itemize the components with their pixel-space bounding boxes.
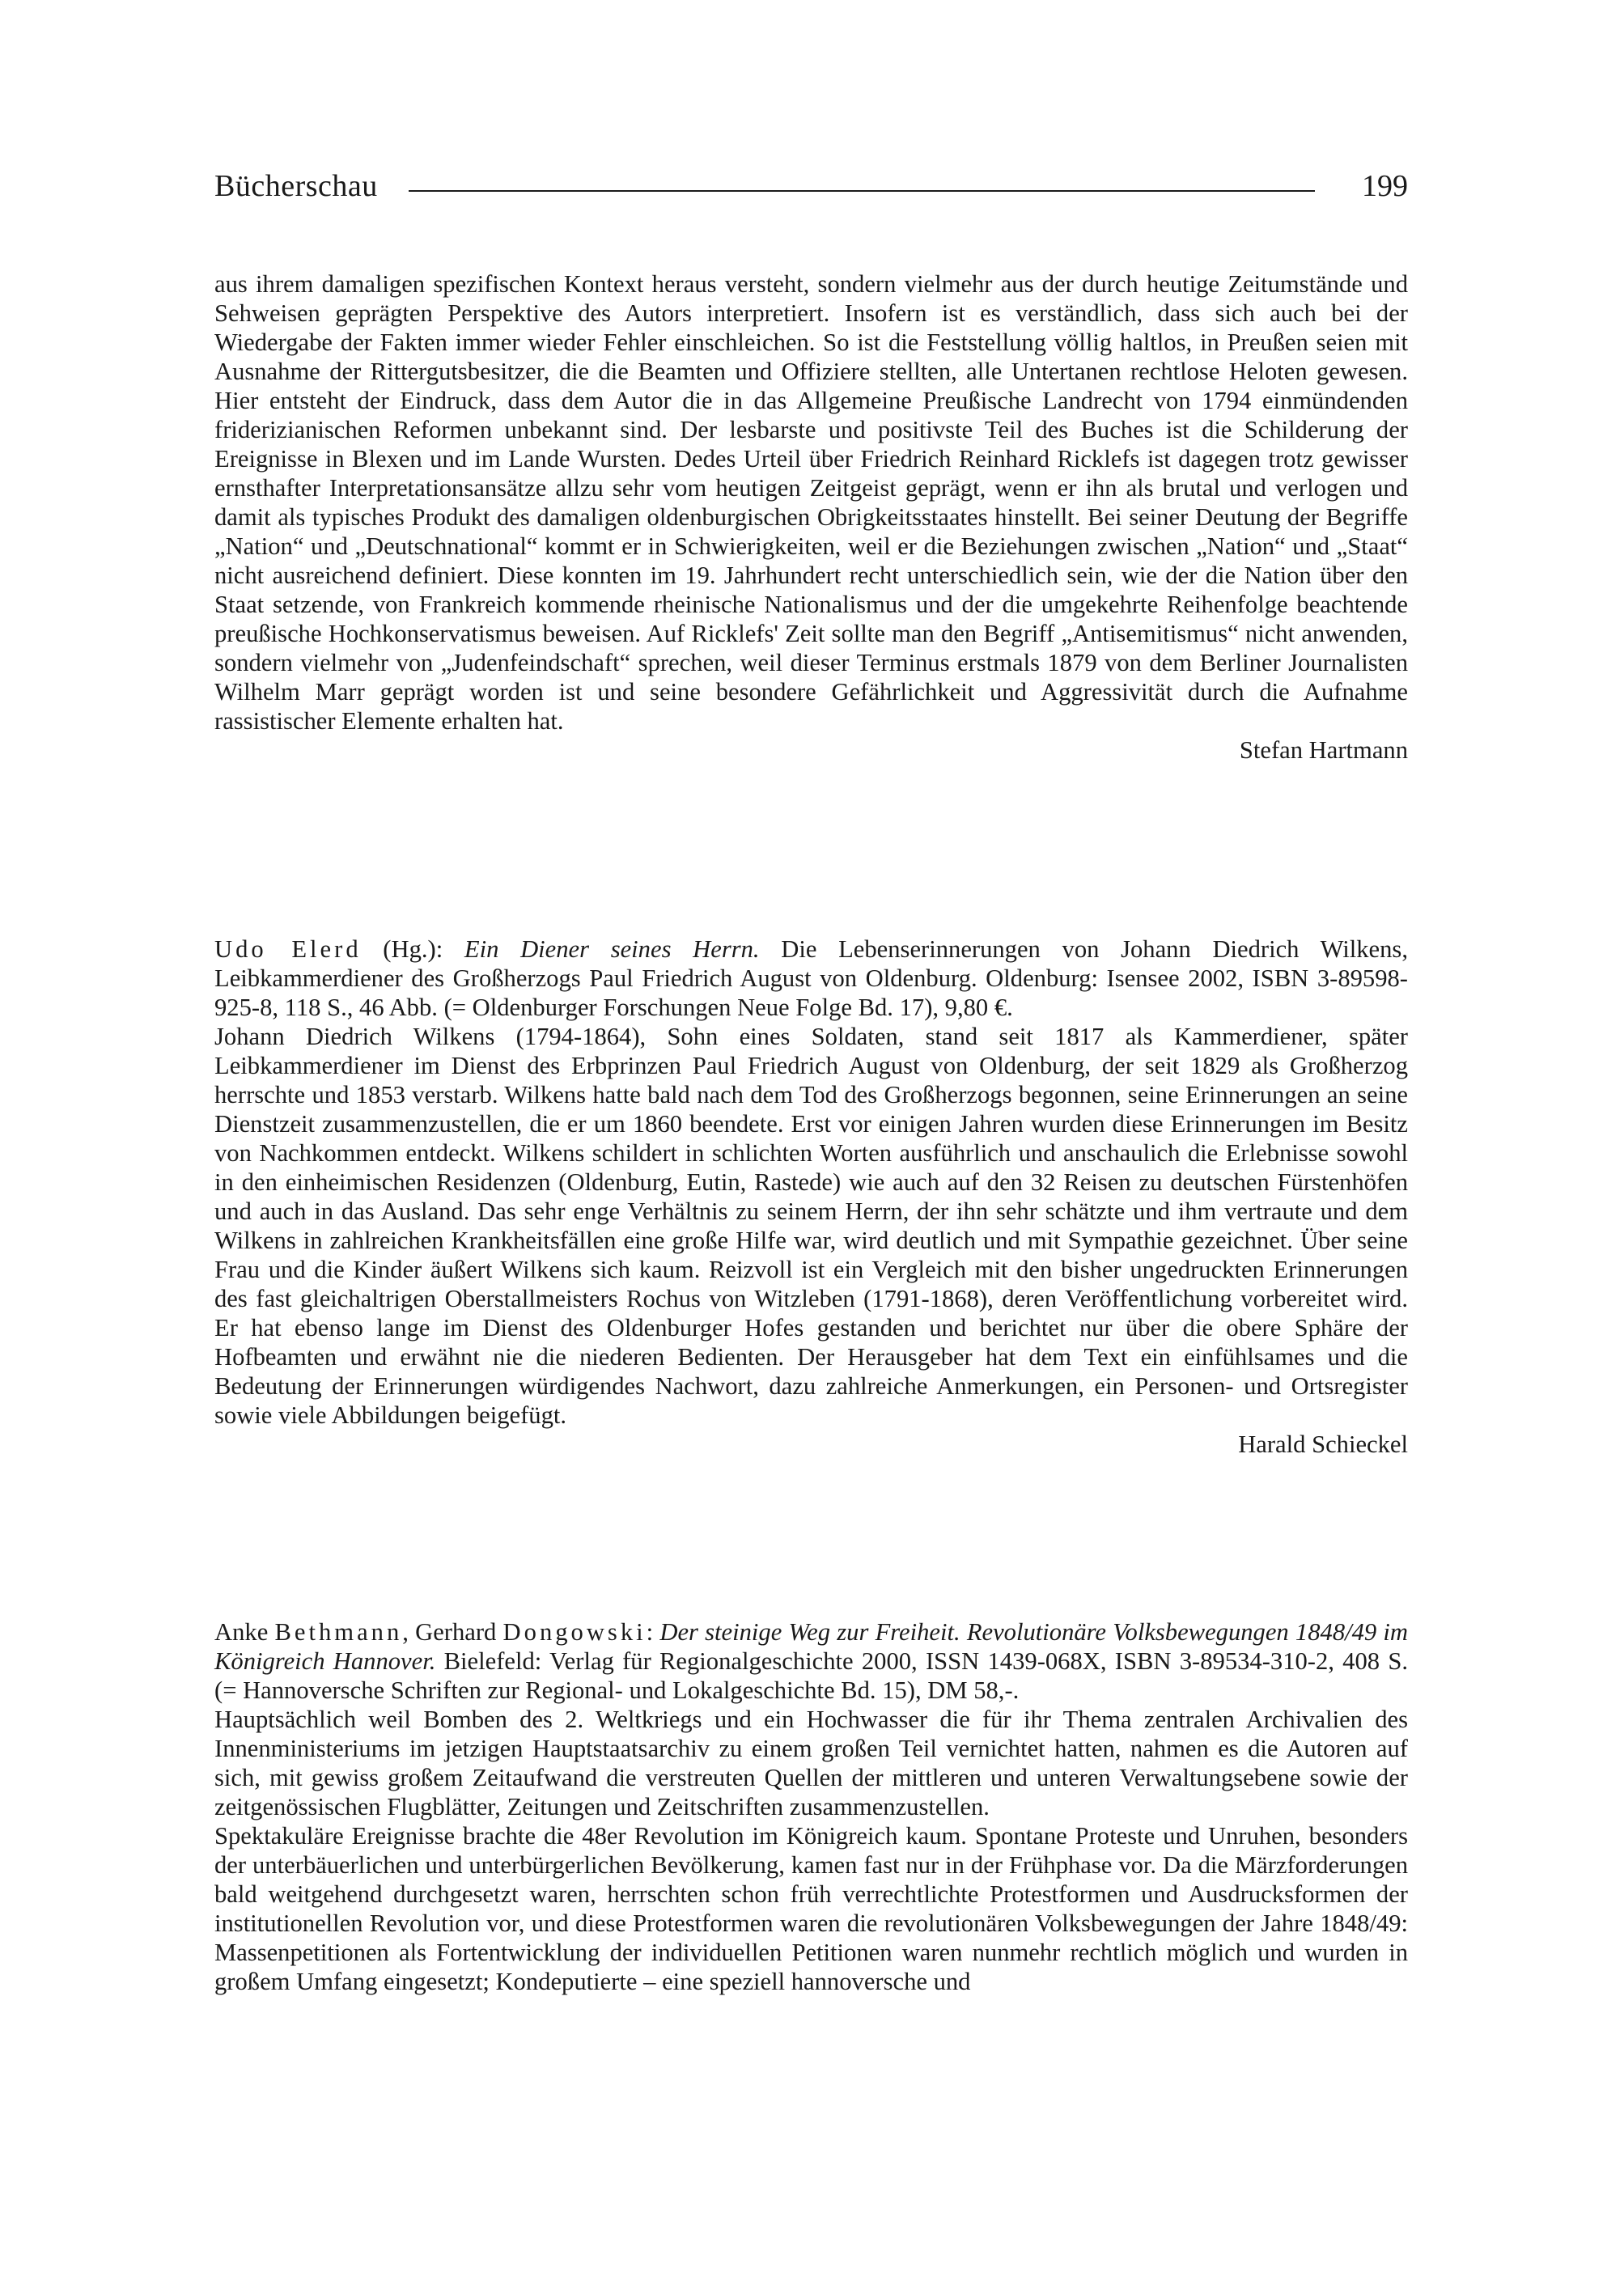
book-author: Udo Elerd — [214, 935, 362, 963]
review-citation — [214, 935, 1408, 1022]
author2-last-name: Dongowski — [502, 1618, 647, 1646]
review-body: Johann Diedrich Wilkens (1794-1864), Sohn eines Soldaten, stand seit 1817 als Kammerdiener, später Leibkammerdiener im Dienst des Erbprinzen Paul Friedrich August von Oldenburg, der seit 1829 als Großherzog herrschte und 1853 verstarb. Wilkens hatte bald nach dem Tod des Großherzogs begonnen, seine Erinnerungen an seine Dienstzeit zusammenzustellen, die er um 1860 beendete. Erst vor einigen Jahren wurden diese Erinnerungen im Besitz von Nachkommen entdeckt. Wilkens schildert in schlichten Worten ausführlich und anschaulich die Erlebnisse sowohl in den einheimischen Residenzen (Oldenburg, Eutin, Rastede) wie auch auf den 32 Reisen zu deutschen Fürstenhöfen und auch in das Ausland. Das sehr enge Verhältnis zu seinem Herrn, der ihn sehr schätzte und ihm vertraute und dem Wilkens in zahlreichen Krankheitsfällen eine große Hilfe war, wird deutlich und mit Sympathie gezeichnet. Über seine Frau und die Kinder äußert Wilkens sich kaum. Reizvoll ist ein Vergleich mit den bisher ungedruckten Erinnerungen des fast gleichaltrigen Oberstallmeisters Rochus von Witzleben (1791-1868), deren Veröffentlichung vorbereitet wird. Er hat ebenso lange im Dienst des Oldenburger Hofes gestanden und berichtet nur über die obere Sphäre der Hofbeamten und erwähnt nie die niederen Bedienten. Der Herausgeber hat dem Text ein einfühlsames und die Bedeutung der Erinnerungen würdigendes Nachwort, dazu zahlreiche Anmerkungen, ein Personen- und Ortsregister sowie viele Abbildungen beigefügt. — [214, 1023, 1408, 1429]
review-body-paragraph-2: Spektakuläre Ereignisse brachte die 48er Revolution im Königreich kaum. Spontane Proteste und Unruhen, besonders der unterbäuerlichen und unterbürgerlichen Bevölkerung, kamen fast nur in der Frühphase vor. Da die Märzforderungen bald weitgehend durchgesetzt waren, herrschten schon früh verrechtlichte Protestformen und Ausdrucksformen der institutionellen Revolution vor, und diese Protestformen waren die revolutionären Volksbewegungen der Jahre 1848/49: Massenpetitionen als Fortentwicklung der individuellen Petitionen waren nunmehr rechtlich möglich und wurden in großem Umfang eingesetzt; Kondeputierte – eine speziell hannoversche und — [214, 1822, 1408, 1995]
running-header — [214, 166, 1408, 214]
header-rule — [409, 190, 1315, 192]
section-title: Bücherschau — [214, 169, 378, 203]
citation-details: Die Lebenserinnerungen von Johann Diedrich Wilkens, Leibkammerdiener des Großherzogs Paul Friedrich August von Oldenburg. Oldenburg: Isensee 2002, ISBN 3-89598-925-8, 118 S., 46 Abb. (= Oldenburger Forschungen Neue Folge Bd. 17), 9,80 €. — [214, 935, 1408, 1021]
book-title: Ein Diener seines Herrn. — [464, 935, 760, 963]
review-body-paragraph-1: Hauptsächlich weil Bomben des 2. Weltkriegs und ein Hochwasser die für ihr Thema zentralen Archivalien des Innenministeriums im jetzigen Hauptstaatsarchiv zu einem großen Teil vernichtet hatten, nahmen es die Autoren auf sich, mit gewiss großem Zeitaufwand die verstreuten Quellen der mittleren und unteren Verwaltungsebene sowie der zeitgenössischen Flugblätter, Zeitungen und Zeitschriften zusammenzustellen. — [214, 1706, 1408, 1820]
reviewer-signature: Stefan Hartmann — [1239, 736, 1408, 764]
review-body: aus ihrem damaligen spezifischen Kontext heraus versteht, sondern vielmehr aus der durch heutige Zeitumstände und Sehweisen geprägten Perspektive des Autors interpretiert. Insofern ist es verständlich, dass sich auch bei der Wiedergabe der Fakten immer wieder Fehler einschleichen. So ist die Feststellung völlig haltlos, in Preußen seien mit Ausnahme der Rittergutsbesitzer, die die Beamten und Offiziere stellten, alle Untertanen rechtlose Heloten gewesen. Hier entsteht der Eindruck, dass dem Autor die in das Allgemeine Preußische Landrecht von 1794 einmündenden friderizianischen Reformen unbekannt sind. Der lesbarste und positivste Teil des Buches ist die Schilderung der Ereignisse in Blexen und im Lande Wursten. Dedes Urteil über Friedrich Reinhard Ricklefs ist dagegen trotz gewisser ernsthafter Interpretationsansätze allzu sehr vom heutigen Zeitgeist geprägt, wenn er ihn als brutal und verlogen und damit als typisches Produkt des damaligen oldenburgischen Obrigkeitsstaates hinstellt. Bei seiner Deutung der Begriffe „Nation“ und „Deutschnational“ kommt er in Schwierigkeiten, weil er die Beziehungen zwischen „Nation“ und „Staat“ nicht ausreichend definiert. Diese konnten im 19. Jahrhundert recht unterschiedlich sein, wie der die Nation über den Staat setzende, von Frankreich kommende rheinische Nationalismus und der die umgekehrte Reihenfolge beachtende preußische Hochkonservatismus beweisen. Auf Ricklefs' Zeit sollte man den Begriff „Antisemitismus“ nicht anwenden, sondern vielmehr von „Judenfeindschaft“ sprechen, weil dieser Terminus erstmals 1879 von dem Berliner Journalisten Wilhelm Marr geprägt worden ist und seine besondere Gefährlichkeit und Aggressivität durch die Aufnahme rassistischer Elemente erhalten hat. — [214, 270, 1408, 735]
reviewer-signature: Harald Schieckel — [1238, 1430, 1408, 1458]
book-title: Der steinige Weg zur Freiheit. Revolutionäre Volksbewegungen 1848/49 im Königreich Hannover. — [214, 1618, 1409, 1675]
review-revolution — [214, 1617, 1408, 1996]
author2-first-name: , Gerhard — [402, 1618, 503, 1646]
citation-colon: : — [646, 1618, 660, 1646]
author-role: (Hg.): — [361, 935, 464, 963]
author1-first-name: Anke — [214, 1618, 275, 1646]
author1-last-name: Bethmann — [274, 1618, 403, 1646]
page-number: 199 — [1362, 169, 1408, 203]
review-wilkens — [214, 935, 1408, 1459]
review-hartmann — [214, 269, 1408, 765]
review-citation — [214, 1617, 1408, 1705]
citation-details: Bielefeld: Verlag für Regionalgeschichte 2000, ISSN 1439-068X, ISBN 3-89534-310-2, 408 S. (= Hannoversche Schriften zur Regional- und Lokalgeschichte Bd. 15), DM 58,-. — [214, 1647, 1408, 1704]
